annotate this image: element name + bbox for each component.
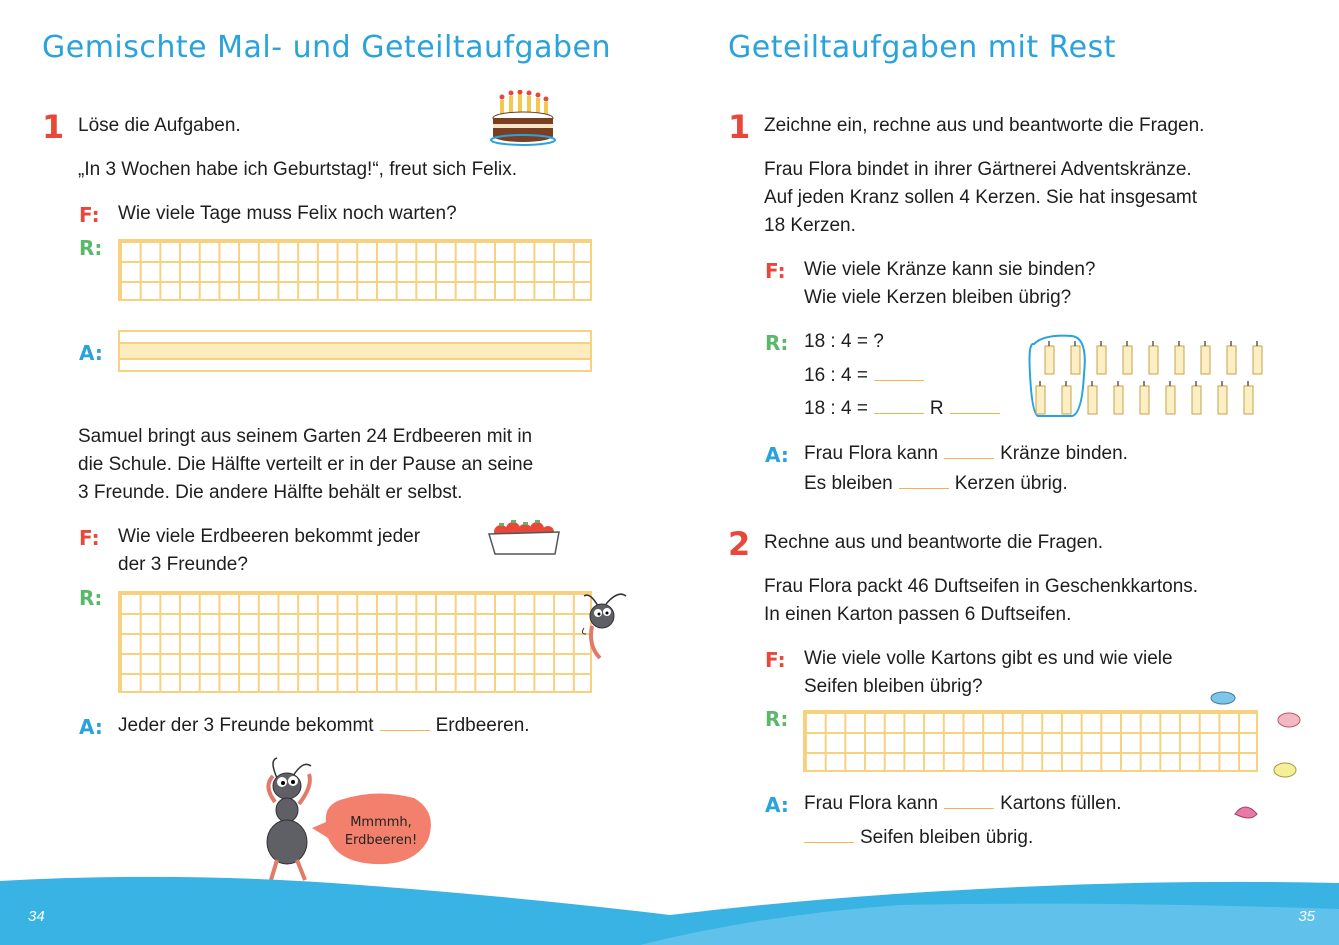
left-question-2-line-1: Wie viele Erdbeeren bekommt jeder (118, 526, 421, 547)
right-question-2-line-1: Wie viele volle Kartons gibt es und wie viele (804, 648, 1173, 669)
right-f-label-1: F: (765, 259, 786, 283)
soaps-illustration (1205, 684, 1315, 834)
left-task1-instruction: Löse die Aufgaben. (78, 115, 241, 136)
right-a-label-2: A: (765, 793, 789, 817)
left-f-label-1: F: (79, 203, 100, 227)
seifen-line-1: Frau Flora packt 46 Duftseifen in Geschenkkartons. (764, 576, 1199, 597)
right-page-number: 35 (1298, 908, 1315, 925)
right-question-2-line-2: Seifen bleiben übrig? (804, 676, 983, 697)
left-r-label-2: R: (79, 586, 103, 610)
right-answer-2-line-2 (804, 824, 1033, 852)
samuel-line-1: Samuel bringt aus seinem Garten 24 Erdbeeren mit in (78, 426, 533, 447)
right-answer-2-line-1 (804, 790, 1122, 818)
right-task2-instruction: Rechne aus und beantworte die Fragen. (764, 532, 1104, 553)
peeking-ant-illustration (578, 588, 636, 662)
flora-line-3: 18 Kerzen. (764, 215, 856, 236)
birthday-cake-illustration (490, 90, 556, 146)
right-r-label-2: R: (765, 707, 789, 731)
right-answer-2-blank-1[interactable] (944, 791, 994, 809)
right-answer-1-line-2 (804, 470, 1068, 498)
answer-lines-1[interactable] (118, 330, 592, 372)
calc-line-3-blank-remainder[interactable] (950, 396, 1000, 414)
left-a-label-2: A: (79, 715, 103, 739)
right-page-title: Geteiltaufgaben mit Rest (728, 30, 1116, 65)
right-question-1-line-2: Wie viele Kerzen bleiben übrig? (804, 287, 1072, 308)
calc-line-2-text: 16 : 4 = (804, 365, 868, 386)
calc-line-1: 18 : 4 = ? (804, 331, 884, 352)
samuel-line-2: die Schule. Die Hälfte verteilt er in der Pause an seine (78, 454, 534, 475)
flora-line-2: Auf jeden Kranz sollen 4 Kerzen. Sie hat insgesamt (764, 187, 1198, 208)
right-answer-1-line-1-before: Frau Flora kann (804, 443, 939, 464)
calc-line-2-blank[interactable] (874, 363, 924, 381)
right-task1-number: 1 (728, 108, 751, 146)
right-task2-number: 2 (728, 525, 751, 563)
right-answer-1-line-2-before: Es bleiben (804, 473, 893, 494)
calculation-grid-2[interactable] (118, 591, 592, 693)
bottom-wave-decoration (0, 875, 1339, 945)
left-task1-number: 1 (42, 108, 65, 146)
calculation-grid-1[interactable] (118, 239, 592, 301)
left-page-title: Gemischte Mal- und Geteiltaufgaben (42, 30, 611, 65)
right-answer-1-blank-2[interactable] (899, 471, 949, 489)
right-answer-2-line-1-before: Frau Flora kann (804, 793, 939, 814)
bubble-line-1: Mmmmh, (350, 815, 412, 830)
left-answer-2 (118, 712, 530, 740)
left-answer-2-after: Erdbeeren. (435, 715, 530, 736)
left-a-label-1: A: (79, 341, 103, 365)
right-f-label-2: F: (765, 648, 786, 672)
felix-text: „In 3 Wochen habe ich Geburtstag!“, freut sich Felix. (78, 159, 517, 180)
calc-line-3-remainder-label: R (929, 398, 944, 419)
left-r-label-1: R: (79, 236, 103, 260)
speech-bubble-text (334, 814, 428, 850)
flora-line-1: Frau Flora bindet in ihrer Gärtnerei Adventskränze. (764, 159, 1192, 180)
calc-line-2 (804, 362, 930, 390)
candles-illustration (1024, 334, 1272, 424)
left-f-label-2: F: (79, 526, 100, 550)
right-task1-instruction: Zeichne ein, rechne aus und beantworte die Fragen. (764, 115, 1205, 136)
right-answer-2-line-2-after: Seifen bleiben übrig. (860, 827, 1034, 848)
right-r-label-1: R: (765, 331, 789, 355)
right-answer-1-line-1-after: Kränze binden. (1000, 443, 1128, 464)
right-answer-1-line-2-after: Kerzen übrig. (954, 473, 1068, 494)
bubble-line-2: Erdbeeren! (344, 833, 418, 848)
left-question-1: Wie viele Tage muss Felix noch warten? (118, 203, 457, 224)
calculation-grid-3[interactable] (803, 710, 1258, 772)
calc-line-3-blank-quotient[interactable] (874, 396, 924, 414)
left-question-2-line-2: der 3 Freunde? (118, 554, 248, 575)
right-answer-1-line-1 (804, 440, 1128, 468)
calc-line-3 (804, 395, 1006, 423)
samuel-line-3: 3 Freunde. Die andere Hälfte behält er selbst. (78, 482, 463, 503)
strawberry-box-illustration (485, 518, 563, 558)
left-answer-2-before: Jeder der 3 Freunde bekommt (118, 715, 374, 736)
right-answer-2-blank-2[interactable] (804, 825, 854, 843)
left-page-number: 34 (28, 908, 45, 925)
right-a-label-1: A: (765, 443, 789, 467)
seifen-line-2: In einen Karton passen 6 Duftseifen. (764, 604, 1072, 625)
left-answer-2-blank[interactable] (380, 713, 430, 731)
calc-line-3-text: 18 : 4 = (804, 398, 868, 419)
right-question-1-line-1: Wie viele Kränze kann sie binden? (804, 259, 1096, 280)
right-answer-1-blank-1[interactable] (944, 441, 994, 459)
right-answer-2-line-1-after: Kartons füllen. (1000, 793, 1122, 814)
